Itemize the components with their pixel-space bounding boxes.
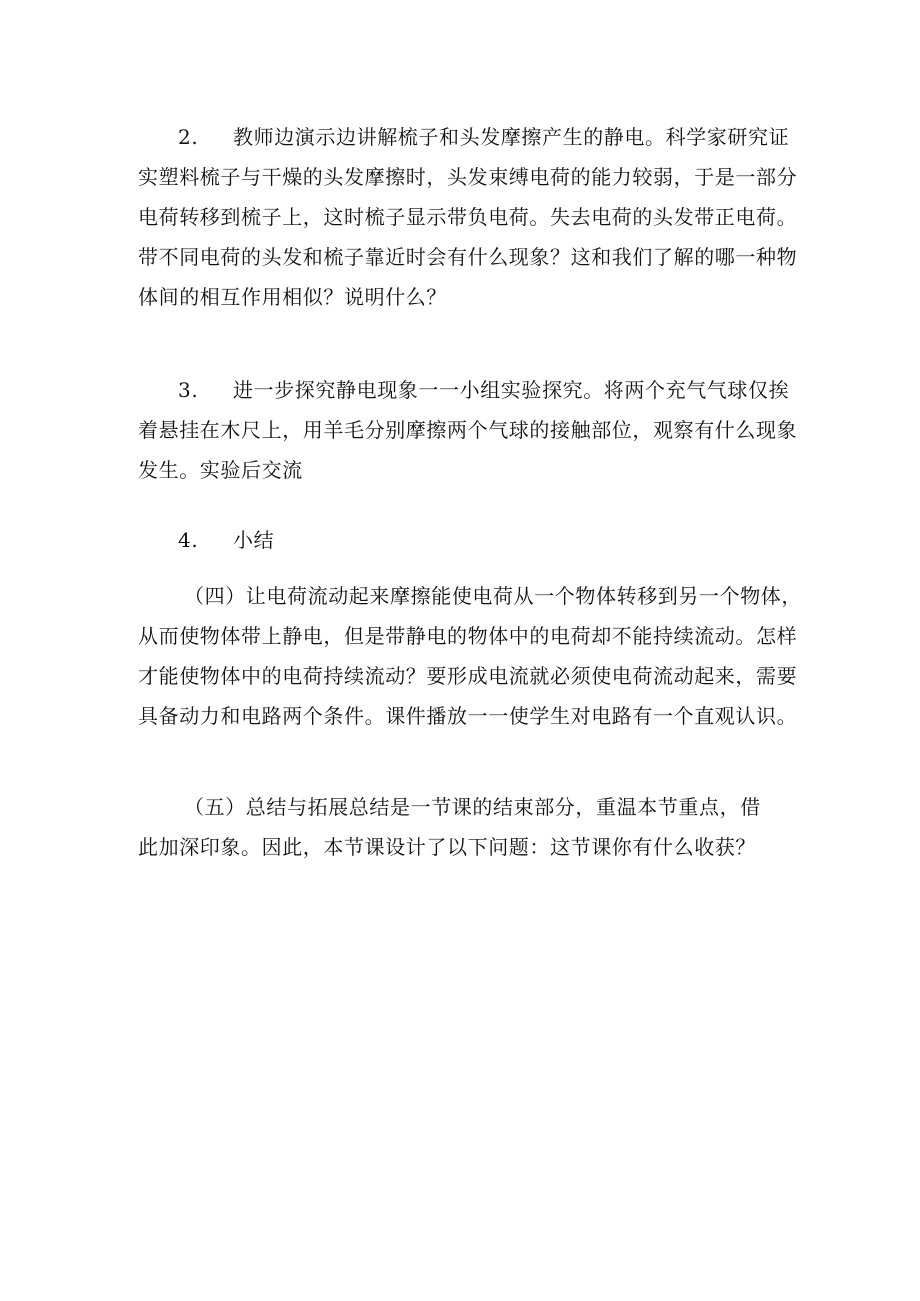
paragraph-step-4	[138, 520, 788, 560]
paragraph-line: 具备动力和电路两个条件。课件播放一一使学生对电路有一个直观认识。	[138, 704, 798, 728]
paragraph-line	[138, 117, 788, 157]
paragraph-line: （五）总结与拓展总结是一节课的结束部分，重温本节重点，借	[184, 795, 761, 819]
line-text: 教师边演示边讲解梳子和头发摩擦产生的静电。科学家研究证	[233, 125, 790, 149]
paragraph-line: 带不同电荷的头发和梳子靠近时会有什么现象？这和我们了解的哪一种物	[138, 245, 798, 269]
paragraph-step-3	[138, 370, 798, 490]
paragraph-line: 发生。实验后交流	[138, 458, 303, 482]
paragraph-line: 体间的相互作用相似？说明什么？	[138, 285, 447, 309]
paragraph-line: 实塑料梳子与干燥的头发摩擦时，头发束缚电荷的能力较弱，于是一部分	[138, 165, 798, 189]
paragraph-line: 此加深印象。因此，本节课设计了以下问题：这节课你有什么收获？	[138, 835, 756, 859]
line-text: 小结	[233, 528, 275, 552]
step-number: 3.	[178, 378, 199, 402]
paragraph-line	[138, 370, 788, 410]
paragraph-line: 电荷转移到梳子上，这时梳子显示带负电荷。失去电荷的头发带正电荷。	[138, 205, 798, 229]
paragraph-section-5	[138, 787, 788, 867]
line-text: 进一步探究静电现象一一小组实验探究。将两个充气气球仅挨	[233, 378, 790, 402]
paragraph-line	[138, 520, 788, 560]
paragraph-section-4	[138, 576, 802, 736]
paragraph-line: 从而使物体带上静电，但是带静电的物体中的电荷却不能持续流动。怎样	[138, 624, 798, 648]
step-number: 4.	[178, 528, 199, 552]
paragraph-line: 才能使物体中的电荷持续流动？要形成电流就必须使电荷流动起来，需要	[138, 664, 798, 688]
paragraph-line: 着悬挂在木尺上，用羊毛分别摩擦两个气球的接触部位，观察有什么现象	[138, 418, 798, 442]
paragraph-line: （四）让电荷流动起来摩擦能使电荷从一个物体转移到另一个物体，	[184, 584, 802, 608]
step-number: 2.	[178, 125, 199, 149]
paragraph-step-2	[138, 117, 798, 317]
